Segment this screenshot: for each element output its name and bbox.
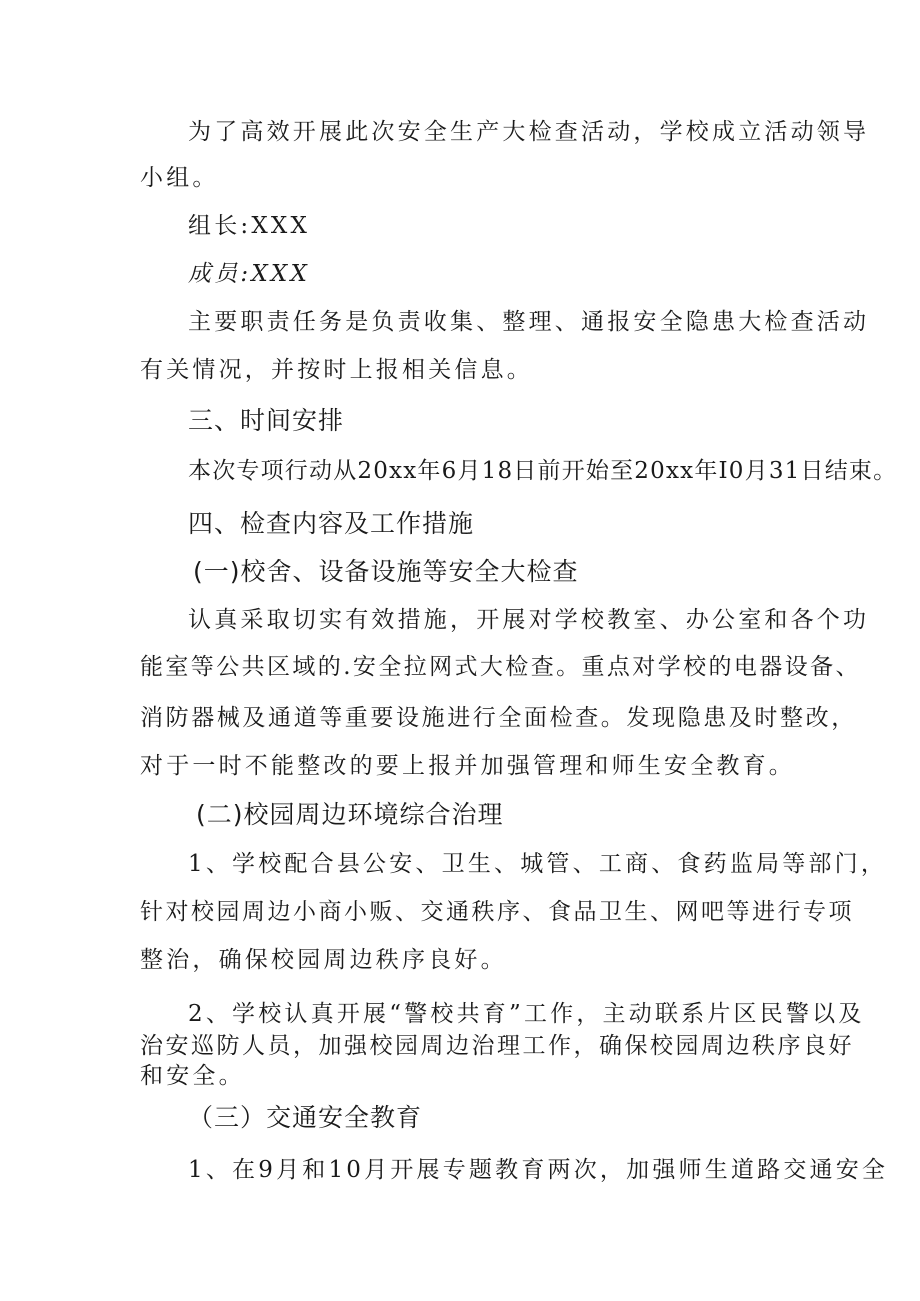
leader-line: 组长:XXX [188,213,311,239]
paragraph-line: 能室等公共区域的.安全拉网式大检查。重点对学校的电器设备、 [140,654,861,680]
section-heading: 四、检查内容及工作措施 [188,509,475,538]
subsection-heading: (二)校园周边环境综合治理 [196,800,504,829]
section-heading: 三、时间安排 [188,406,345,435]
paragraph-line: 认真采取切实有效措施，开展对学校教室、办公室和各个功 [188,607,870,633]
paragraph-line: 2、学校认真开展“警校共育”工作，主动联系片区民警以及 [188,1001,865,1027]
paragraph-line: 和安全。 [140,1063,245,1089]
paragraph-line: 对于一时不能整改的要上报并加强管理和师生安全教育。 [140,753,795,779]
paragraph-line: 1、在9月和10月开展专题教育两次，加强师生道路交通安全 [188,1157,889,1183]
members-line: 成员:XXX [188,261,311,287]
paragraph-line: 治安巡防人员，加强校园周边治理工作，确保校园周边秩序良好 [140,1033,854,1059]
paragraph-line: 有关情况，并按时上报相关信息。 [140,357,533,383]
paragraph-line: 针对校园周边小商小贩、交通秩序、食品卫生、网吧等进行专项 [140,899,854,925]
paragraph-line: 主要职责任务是负责收集、整理、通报安全隐患大检查活动 [188,309,870,335]
paragraph-line: 整治，确保校园周边秩序良好。 [140,947,507,973]
paragraph-line: 1、学校配合县公安、卫生、城管、工商、食药监局等部门， [188,851,888,877]
subsection-heading: (一)校舍、设备设施等安全大检查 [193,557,579,586]
paragraph-line: 小组。 [140,165,219,191]
paragraph-line: 消防器械及通道等重要设施进行全面检查。发现隐患及时整改， [140,705,857,731]
paragraph-line: 为了高效开展此次安全生产大检查活动，学校成立活动领导 [188,119,870,145]
subsection-heading: （三）交通安全教育 [188,1103,423,1132]
paragraph-line: 本次专项行动从20xx年6月18日前开始至20xx年I0月31日结束。 [188,458,898,484]
